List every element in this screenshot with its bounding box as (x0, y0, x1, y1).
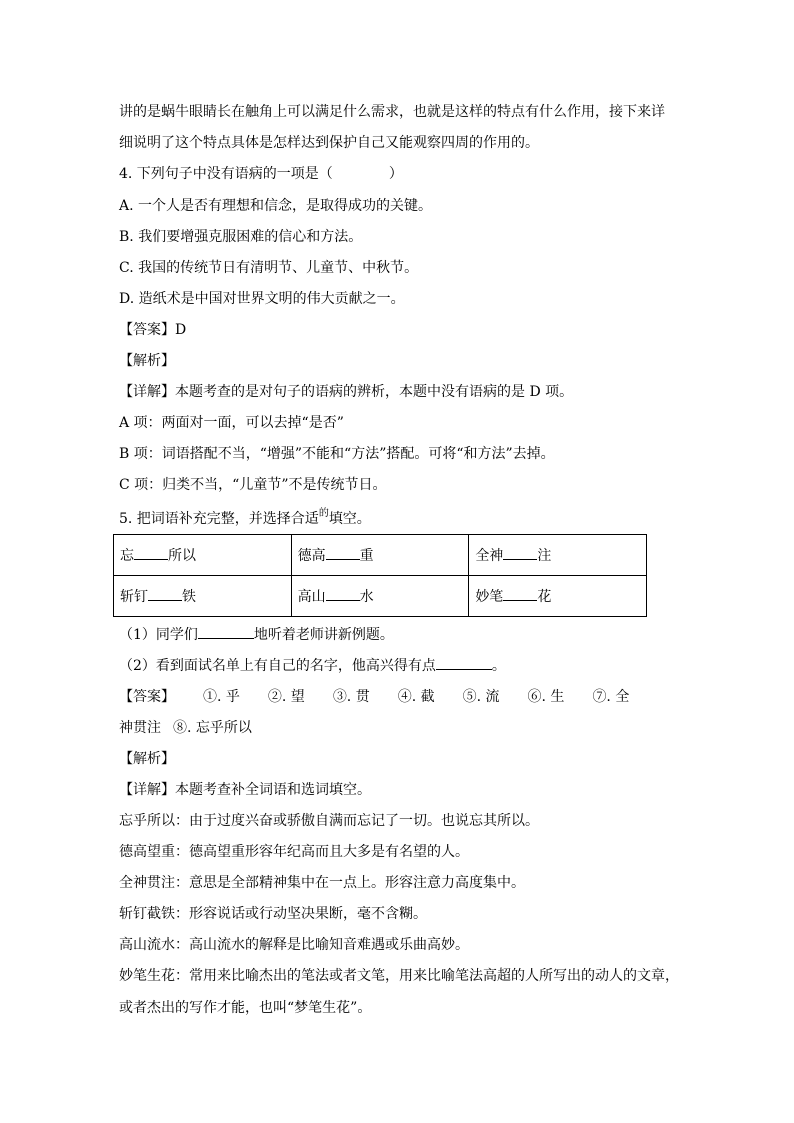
detail-text: 本题考查的是对句子的语病的辨析，本题中没有语病的是 D 项。 (175, 384, 574, 400)
cell-suffix: 注 (537, 548, 552, 564)
question-5-detail (119, 780, 371, 800)
question-4-stem-text: 4. 下列句子中没有语病的一项是（ (119, 166, 333, 182)
cell-prefix: 德高 (297, 548, 326, 564)
fill-blank[interactable] (134, 545, 168, 560)
question-4-answer (119, 320, 186, 340)
detail-label: 【详解】 (119, 782, 175, 798)
idiom-explanation-cont: 或者杰出的写作才能，也叫“梦笔生花”。 (119, 1000, 372, 1016)
idiom-fill-table (113, 534, 647, 617)
sub-1-pre: （1）同学们 (119, 627, 198, 643)
cell-prefix: 斩钉 (120, 589, 148, 605)
question-4-stem-close: ） (388, 166, 403, 182)
detail-label: 【详解】 (119, 384, 175, 400)
idiom-explanation: 妙笔生花：常用来比喻杰出的笔法或者文笔，用来比喻笔法高超的人所写出的动人的文章， (119, 968, 679, 984)
answer-item: 神贯注 (119, 720, 161, 736)
question-4-analysis-label: 【解析】 (119, 353, 175, 369)
sub-2-post: 。 (491, 658, 506, 674)
question-5-answer (119, 687, 629, 707)
table-cell (114, 576, 292, 617)
table-cell (291, 535, 469, 576)
question-4-option-d: D. 造纸术是中国对世界文明的伟大贡献之一。 (119, 291, 405, 307)
detail-text: 本题考查补全词语和选词填空。 (175, 782, 371, 798)
idiom-explanation: 德高望重：德高望重形容年纪高而且大多是有名望的人。 (119, 844, 469, 860)
cell-prefix: 妙笔 (475, 589, 504, 605)
question-5-analysis-label: 【解析】 (119, 751, 175, 767)
cell-suffix: 所以 (168, 548, 196, 564)
cell-suffix: 水 (359, 589, 374, 605)
answer-item: ③. 贯 (332, 689, 370, 705)
idiom-explanation: 忘乎所以：由于过度兴奋或骄傲自满而忘记了一切。也说忘其所以。 (119, 813, 539, 829)
idiom-explanation: 高山流水：高山流水的解释是比喻知音难遇或乐曲高妙。 (119, 937, 469, 953)
cell-suffix: 铁 (182, 589, 196, 605)
question-5-sub-2 (119, 655, 506, 676)
question-5-sub-1 (119, 624, 394, 645)
answer-item: ⑤. 流 (462, 689, 500, 705)
question-4-detail (119, 382, 573, 402)
question-4-stem (119, 164, 403, 184)
cell-prefix: 高山 (297, 589, 326, 605)
question-4-option-b: B. 我们要增强克服困难的信心和方法。 (119, 229, 363, 245)
question-5-stem-main: 5. 把词语补充完整，并选择合适 (119, 511, 319, 527)
idiom-explanation: 全神贯注：意思是全部精神集中在一点上。形容注意力高度集中。 (119, 875, 525, 891)
fill-blank[interactable] (326, 545, 360, 560)
question-4-option-a: A. 一个人是否有理想和信念，是取得成功的关键。 (119, 198, 433, 214)
answer-item: ①. 乎 (203, 689, 240, 705)
cell-prefix: 全神 (475, 548, 504, 564)
question-5-stem (119, 509, 371, 531)
table-row (114, 576, 647, 617)
cell-suffix: 花 (537, 589, 552, 605)
answer-item: ④. 截 (397, 689, 435, 705)
table-cell (114, 535, 292, 576)
prev-analysis-line-2: 细说明了这个特点具体是怎样达到保护自己又能观察四周的作用的。 (119, 135, 539, 151)
question-4-explanation-c: C 项：归类不当，“儿童节”不是传统节日。 (119, 477, 387, 493)
fill-blank[interactable] (148, 586, 182, 601)
answer-item: ⑧. 忘乎所以 (173, 720, 252, 736)
fill-blank[interactable] (198, 624, 254, 639)
fill-blank[interactable] (436, 655, 492, 670)
sub-2-pre: （2）看到面试名单上有自己的名字，他高兴得有点 (119, 658, 436, 674)
answer-label: 【答案】 (119, 322, 175, 338)
idiom-explanation: 斩钉截铁：形容说话或行动坚决果断，毫不含糊。 (119, 906, 427, 922)
question-4-explanation-b: B 项：词语搭配不当，“增强”不能和“方法”搭配。可将“和方法”去掉。 (119, 446, 555, 462)
answer-item: ⑦. 全 (592, 689, 630, 705)
prev-analysis-line-1: 讲的是蜗牛眼睛长在触角上可以满足什么需求，也就是这样的特点有什么作用，接下来详 (119, 104, 665, 120)
question-5-answer-cont (119, 718, 252, 738)
fill-blank[interactable] (503, 545, 537, 560)
fill-blank[interactable] (503, 586, 537, 601)
answer-label: 【答案】 (119, 689, 175, 705)
table-row (114, 535, 647, 576)
question-4-explanation-a: A 项：两面对一面，可以去掉“是否” (119, 415, 344, 431)
sub-1-post: 地听着老师讲新例题。 (253, 627, 394, 643)
cell-suffix: 重 (359, 548, 374, 564)
question-5-stem-de: 的 (318, 508, 329, 519)
table-cell (469, 535, 647, 576)
question-5-stem-end: 填空。 (328, 511, 371, 527)
table-cell (469, 576, 647, 617)
table-cell (291, 576, 469, 617)
cell-prefix: 忘 (120, 548, 134, 564)
answer-item: ②. 望 (267, 689, 305, 705)
answer-item: ⑥. 生 (527, 689, 565, 705)
fill-blank[interactable] (326, 586, 360, 601)
answer-value: D (175, 322, 187, 338)
question-4-option-c: C. 我国的传统节日有清明节、儿童节、中秋节。 (119, 260, 419, 276)
